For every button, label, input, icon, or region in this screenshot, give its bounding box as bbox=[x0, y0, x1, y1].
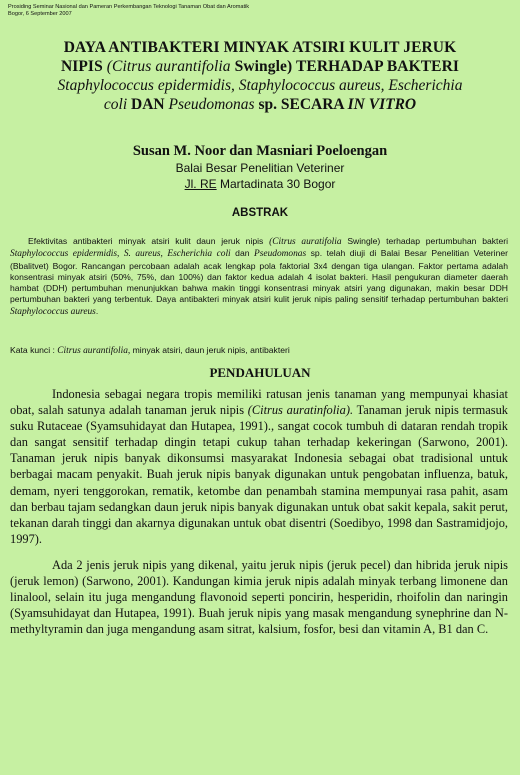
address-rest: Martadinata 30 Bogor bbox=[216, 177, 336, 191]
abstract-latin: Staphylococcus aureus bbox=[10, 306, 96, 317]
header-date: Bogor, 6 September 2007 bbox=[8, 11, 72, 17]
paragraph-latin: (Citrus auratinfolia). bbox=[247, 403, 354, 418]
abstract-part: dan bbox=[230, 248, 255, 259]
title-line-4 bbox=[0, 95, 520, 114]
institution-address bbox=[0, 176, 520, 192]
keywords-latin: Citrus aurantifolia, bbox=[57, 346, 131, 356]
running-header bbox=[8, 4, 468, 18]
paragraph-text: Tanaman jeruk nipis termasuk suku Rutaceae (Syamsuhidayat dan Hutapea, 1991)., sangat cocok tumbuh di dataran rendah tropik dan sangat sensitif terhadap dingin tetapi cukup tahan terhadap kekeringan (Sarwono, 2001). Tanaman jeruk nipis banyak dikonsumsi masyarakat Indonesia sebagai obat tradisional untuk berbagai macam penyakit. Buah jeruk nipis banyak digunakan untuk pengobatan influenza, batuk, demam, nyeri tenggorokan, rematik, ketombe dan penambah stamina mempunyai rasa pahit, asam dan berbau tajam sedangkan daun jeruk nipis banyak digunakan untuk obat sakit kepala, sakit perut, tekanan darah tinggi dan akarnya digunakan untuk obat disentri (Soedibyo, 1998 dan Sastramidjojo, 1997). bbox=[10, 403, 508, 546]
title-latin: Pseudomonas bbox=[168, 96, 255, 113]
keywords bbox=[10, 345, 508, 357]
keywords-list: minyak atsiri, daun jeruk nipis, antibakteri bbox=[130, 345, 290, 355]
institution-name: Balai Besar Penelitian Veteriner bbox=[175, 161, 345, 175]
abstract-part: Efektivitas antibakteri minyak atsiri kulit daun jeruk nipis bbox=[28, 236, 270, 246]
abstract-latin: Pseudomonas bbox=[254, 249, 307, 260]
title-line-3: Staphylococcus epidermidis, Staphylococcus aureus, Escherichia bbox=[57, 77, 463, 94]
title-line-1: DAYA ANTIBAKTERI MINYAK ATSIRI KULIT JERUK bbox=[63, 39, 457, 56]
body-text bbox=[10, 386, 508, 647]
abstract-latin: (Citrus auratifolia bbox=[269, 237, 342, 247]
title-latin: (Citrus aurantifolia bbox=[106, 58, 231, 75]
section-heading: PENDAHULUAN bbox=[209, 365, 311, 380]
keywords-label: Kata kunci : bbox=[10, 345, 58, 355]
title-text: sp. SECARA bbox=[254, 96, 348, 113]
title-latin: IN VITRO bbox=[347, 96, 417, 113]
abstract-latin: Staphylococcus epidermidis, S. aureus, Escherichia coli bbox=[10, 249, 231, 260]
title-text: DAN bbox=[127, 96, 169, 113]
header-proceedings: Prosiding Seminar Nasional dan Pameran Perkembangan Teknologi Tanaman Obat dan Aromatik bbox=[8, 4, 250, 10]
abstract-part: . bbox=[95, 305, 99, 316]
paper-title bbox=[0, 38, 520, 114]
paragraph-text: Indonesia sebagai negara tropis memiliki ratusan jenis tanaman yang mempunyai khasiat obat, salah satunya adalah tanaman jeruk nipis bbox=[10, 387, 508, 418]
paragraph: Ada 2 jenis jeruk nipis yang dikenal, yaitu jeruk nipis (jeruk pecel) dan hibrida jeruk nipis (jeruk lemon) (Sarwono, 2001). Kandungan kimia jeruk nipis adalah minyak terbang limonene dan linalool, selain itu juga mengandung flavonoid seperti poncirin, hesperidin, rhoifolin dan naringin (Syamsuhidayat dan Hutapea, 1991). Buah jeruk nipis yang masak mengandung synephrine dan N-methyltyramin dan juga mengandung asam sitrat, kalsium, fosfor, besi dan vitamin A, B1 dan C. bbox=[10, 557, 508, 637]
title-line-2 bbox=[0, 57, 520, 76]
paragraph bbox=[10, 386, 508, 547]
address-abbr: Jl. RE bbox=[184, 177, 217, 191]
abstract-part: sp. telah diuji di Balai Besar Penelitian Veteriner (Bbalitvet) Bogor. Rancangan percobaan adalah acak lengkap pola faktorial 3x4 dengan tiga ulangan. Faktor pertama adalah konsentrasi minyak atsiri (50%, 75%, dan 100%) dan faktor kedua adalah 4 isolat bakteri. Hasil pengukuran diameter daerah hambat (DDH) pertumbuhan menunjukkan bahwa makin tinggi konsentrasi minyak atsiri yang digunakan, makin besar DDH pertumbuhan bakteri yang terbentuk. Daya antibakteri minyak atsiri kulit jeruk nipis paling sensitif terhadap pertumbuhan bakteri bbox=[10, 248, 508, 305]
abstract-text bbox=[10, 236, 508, 318]
abstract-heading: ABSTRAK bbox=[231, 207, 289, 219]
title-text: NIPIS bbox=[60, 58, 107, 75]
authors: Susan M. Noor dan Masniari Poeloengan bbox=[132, 143, 388, 159]
affiliation bbox=[0, 160, 520, 192]
title-text: Swingle) TERHADAP BAKTERI bbox=[230, 58, 460, 75]
abstract-part: Swingle) terhadap pertumbuhan bakteri bbox=[341, 236, 508, 246]
title-latin: coli bbox=[103, 96, 128, 113]
